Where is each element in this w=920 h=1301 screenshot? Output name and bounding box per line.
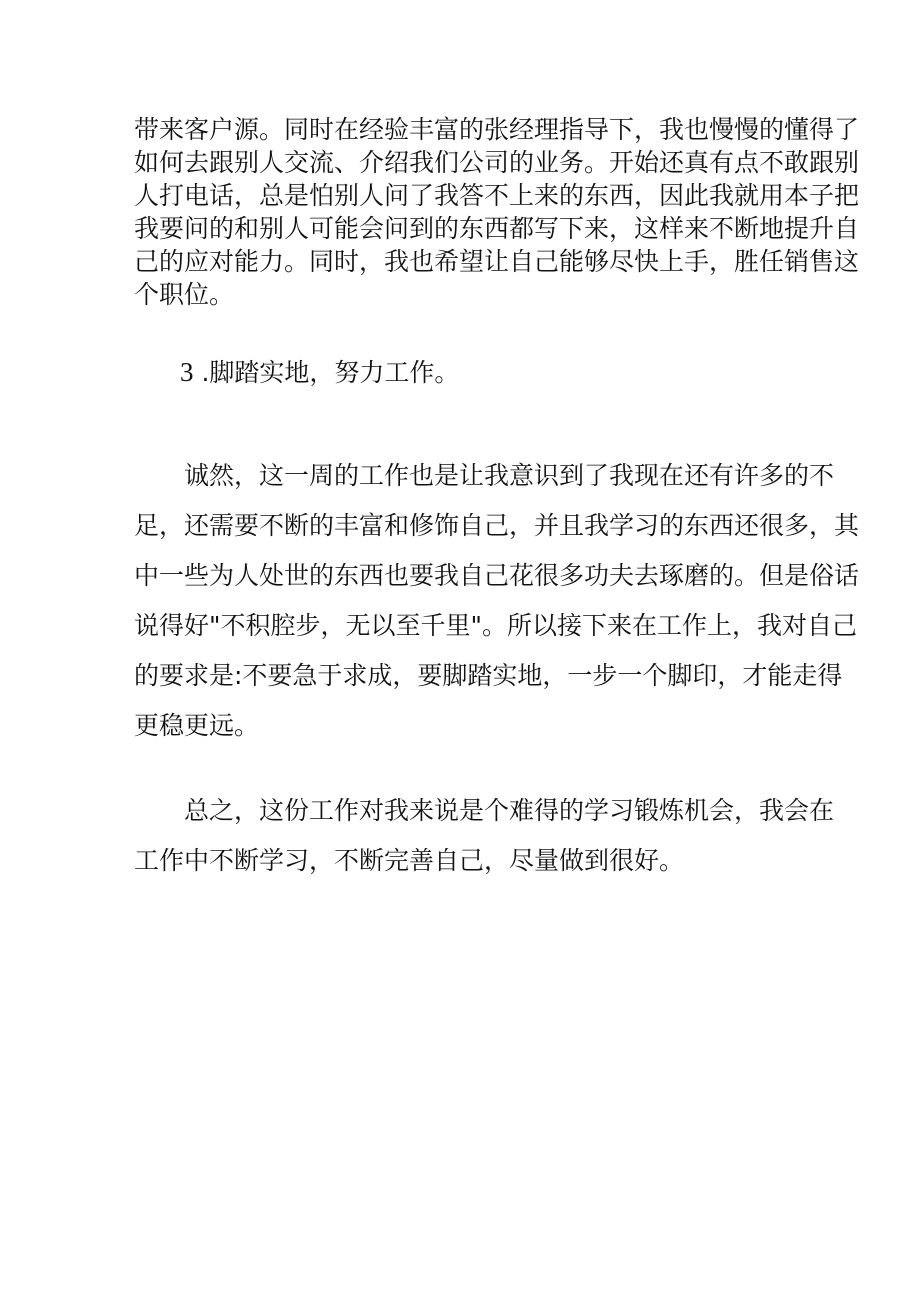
text-line: 足，还需要不断的丰富和修饰自己，并且我学习的东西还很多，其	[134, 511, 860, 540]
text-line: 如何去跟别人交流、介绍我们公司的业务。开始还真有点不敢跟别	[134, 148, 860, 177]
paragraph-work-experience	[134, 113, 860, 311]
text-line: 己的应对能力。同时，我也希望让自己能够尽快上手，胜任销售这	[134, 247, 860, 276]
paragraph-self-reflection	[134, 451, 860, 751]
text-line: 带来客户源。同时在经验丰富的张经理指导下，我也慢慢的懂得了	[134, 115, 860, 144]
text-line: 我要问的和别人可能会问到的东西都写下来，这样来不断地提升自	[134, 214, 860, 243]
text-line: 更稳更远。	[134, 711, 260, 740]
text-line: 中一些为人处世的东西也要我自己花很多功夫去琢磨的。但是俗话	[134, 561, 860, 590]
text-line: 人打电话，总是怕别人问了我答不上来的东西，因此我就用本子把	[134, 181, 860, 210]
text-line: 总之，这份工作对我来说是个难得的学习锻炼机会，我会在	[184, 796, 835, 825]
paragraph-conclusion	[134, 786, 835, 886]
text-line: 工作中不断学习，不断完善自己，尽量做到很好。	[134, 846, 685, 875]
text-line: 个职位。	[134, 280, 235, 309]
text-line: 的要求是:不要急于求成，要脚踏实地，一步一个脚印，才能走得	[134, 661, 843, 690]
section-number: 3	[180, 357, 194, 387]
text-line: 说得好"不积腔步，无以至千里"。所以接下来在工作上，我对自己	[134, 611, 858, 640]
section-heading	[180, 356, 459, 389]
section-title: .脚踏实地，努力工作。	[201, 358, 460, 387]
text-line: 诚然，这一周的工作也是让我意识到了我现在还有许多的不	[184, 461, 835, 490]
